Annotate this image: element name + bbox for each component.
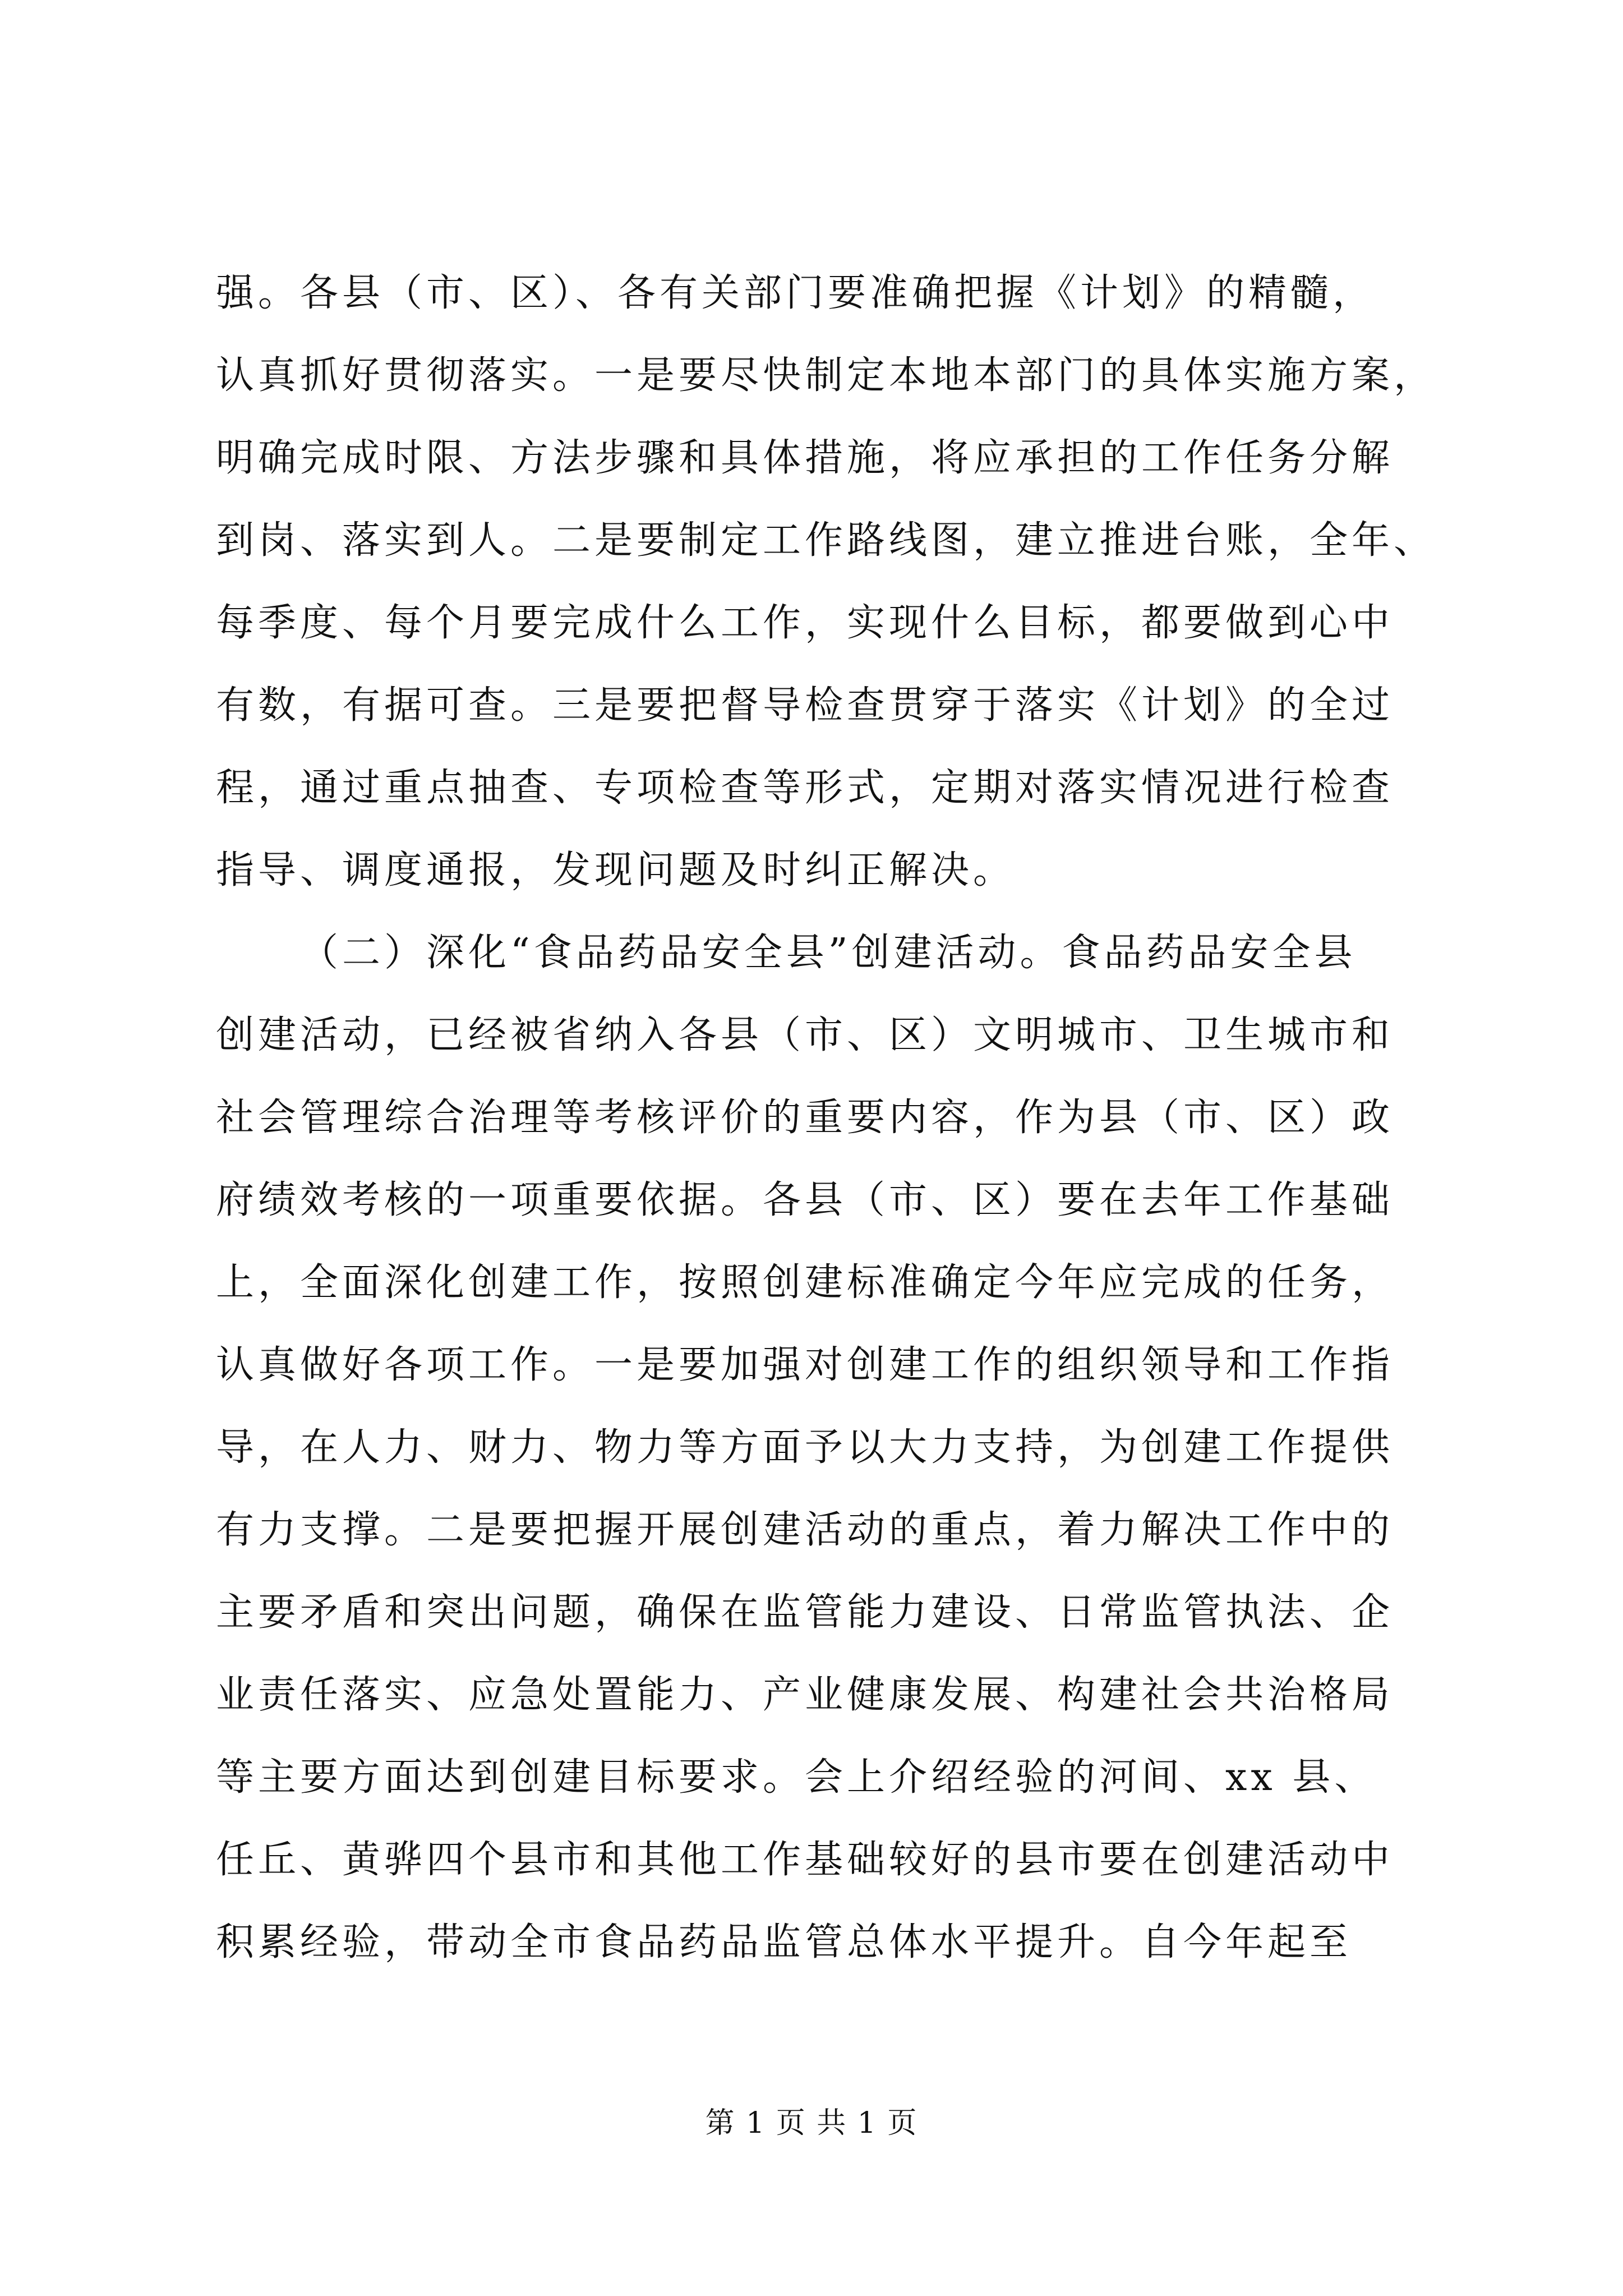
body-line-1: 强。各县（市、区）、各有关部门要准确把握《计划》的精髓， [216,271,1375,315]
body-line-21: 积累经验，带动全市食品药品监管总体水平提升。自今年起至 [216,1920,1352,1964]
body-line-17: 主要矛盾和突出问题，确保在监管能力建设、日常监管执法、企 [216,1590,1394,1635]
body-line-14: 认真做好各项工作。一是要加强对创建工作的组织领导和工作指 [216,1343,1394,1387]
body-line-16: 有力支撑。二是要把握开展创建活动的重点，着力解决工作中的 [216,1508,1394,1552]
body-line-18: 业责任落实、应急处置能力、产业健康发展、构建社会共治格局 [216,1673,1394,1717]
page-footer: 第 1 页 共 1 页 [705,2106,918,2140]
body-line-12: 府绩效考核的一项重要依据。各县（市、区）要在去年工作基础 [216,1178,1394,1222]
body-line-2: 认真抓好贯彻落实。一是要尽快制定本地本部门的具体实施方案， [216,353,1436,398]
body-line-15: 导，在人力、财力、物力等方面予以大力支持，为创建工作提供 [216,1425,1394,1470]
body-line-13: 上，全面深化创建工作，按照创建标准确定今年应完成的任务， [216,1260,1394,1305]
body-line-11: 社会管理综合治理等考核评价的重要内容，作为县（市、区）政 [216,1096,1394,1140]
body-line-20: 任丘、黄骅四个县市和其他工作基础较好的县市要在创建活动中 [216,1838,1394,1882]
body-line-6: 有数，有据可查。三是要把督导检查贯穿于落实《计划》的全过 [216,683,1394,728]
section-heading-line: （二）深化“食品药品安全县”创建活动。食品药品安全县 [300,931,1357,975]
body-line-7: 程，通过重点抽查、专项检查等形式，定期对落实情况进行检查 [216,766,1394,810]
body-line-4: 到岗、落实到人。二是要制定工作路线图，建立推进台账，全年、 [216,518,1436,563]
body-line-5: 每季度、每个月要完成什么工作，实现什么目标，都要做到心中 [216,601,1394,645]
body-line-10: 创建活动，已经被省纳入各县（市、区）文明城市、卫生城市和 [216,1013,1394,1057]
body-line-19: 等主要方面达到创建目标要求。会上介绍经验的河间、xx 县、 [216,1755,1377,1800]
body-line-8: 指导、调度通报，发现问题及时纠正解决。 [216,848,1016,892]
body-line-3: 明确完成时限、方法步骤和具体措施，将应承担的工作任务分解 [216,436,1394,480]
